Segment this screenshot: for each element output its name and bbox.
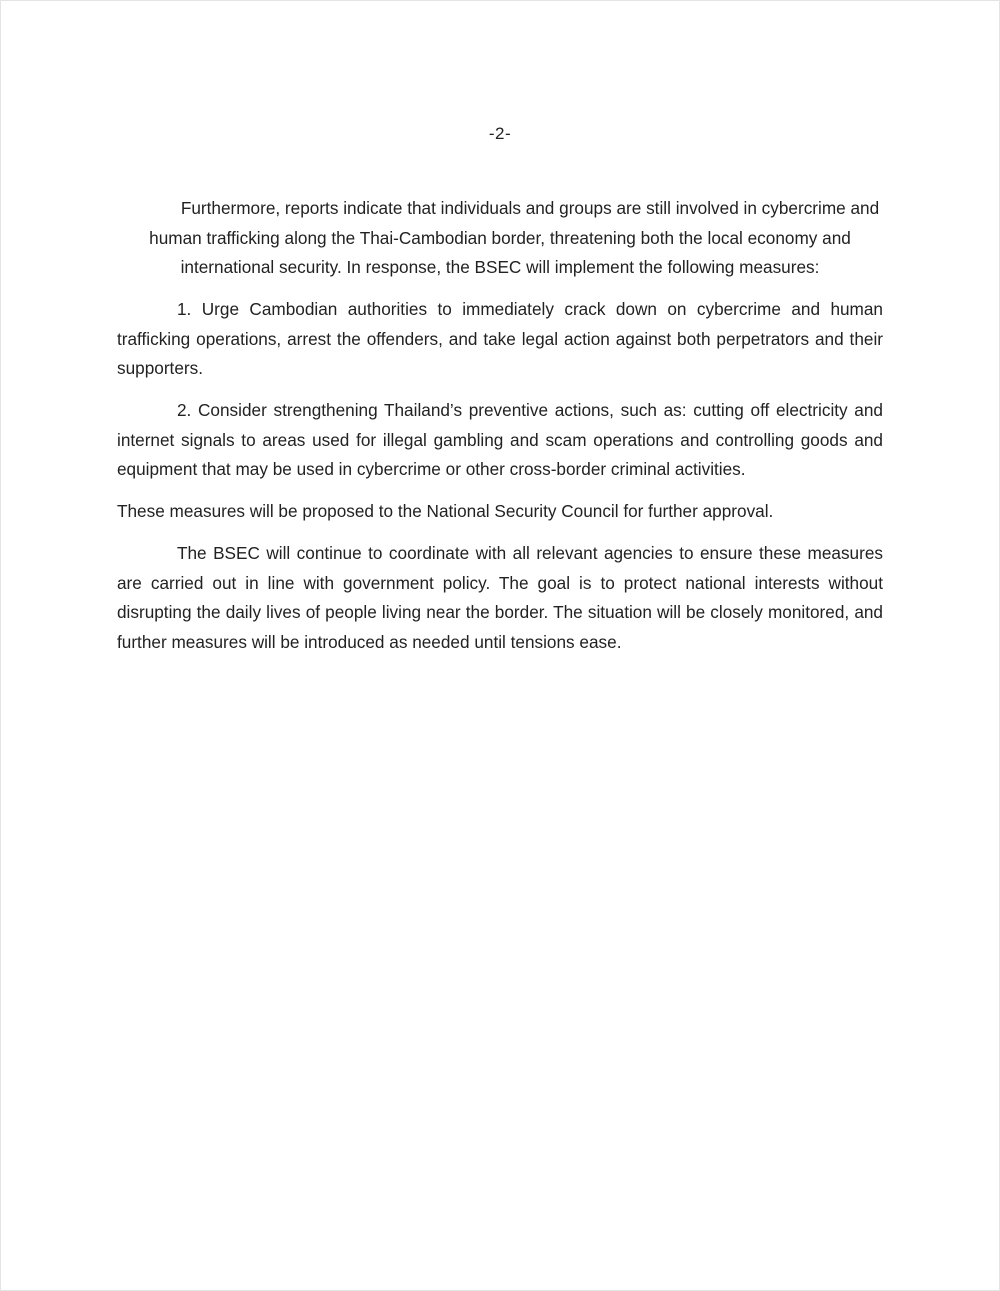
paragraph-measure-2: 2. Consider strengthening Thailand’s preventive actions, such as: cutting off electricity and internet signals to areas used for illegal gambling and scam operations and controlling goods and equipment that may be used in cybercrime or other cross-border criminal activities.: [117, 400, 883, 479]
paragraph-conclusion: The BSEC will continue to coordinate with all relevant agencies to ensure these measures are carried out in line with government policy. The goal is to protect national interests without disrupting the daily lives of people living near the border. The situation will be closely monitored, and further measures will be introduced as needed until tensions ease.: [117, 543, 883, 652]
paragraph-approval: These measures will be proposed to the National Security Council for further approval.: [117, 501, 774, 521]
paragraph-measure-1: 1. Urge Cambodian authorities to immediately crack down on cybercrime and human trafficking operations, arrest the offenders, and take legal action against both perpetrators and their supporters.: [117, 299, 883, 378]
paragraph-intro: Furthermore, reports indicate that individuals and groups are still involved in cybercrime and human trafficking along the Thai-Cambodian border, threatening both the local economy and international security. In response, the BSEC will implement the following measures:: [149, 198, 880, 277]
document-body: [117, 194, 883, 670]
page-number: -2-: [488, 124, 512, 143]
